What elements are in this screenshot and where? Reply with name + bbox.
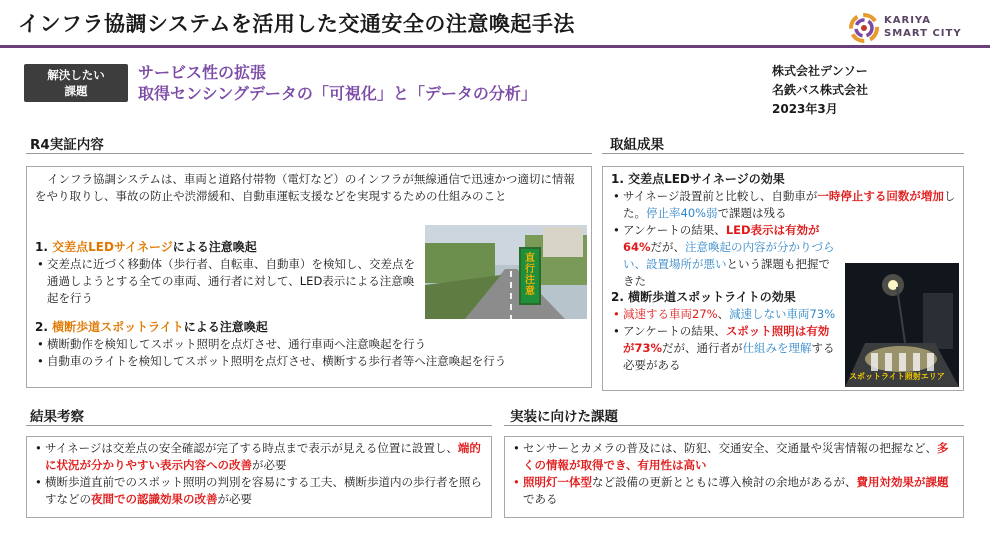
rs2b2-blue: 仕組みを理解 — [742, 341, 812, 355]
r4-s2-rest: による注意喚起 — [183, 320, 268, 334]
impl-section-label: 実装に向けた課題 — [510, 409, 618, 425]
rs1b1-b: した。 — [623, 189, 956, 220]
impl-bullet-2 — [511, 474, 957, 508]
results-spotlight-heading: 2. 横断歩道スポットライトの効果 — [611, 290, 796, 304]
cb1-red: 端的に状況が分かりやすい表示内容への改善 — [45, 441, 481, 472]
report-date: 2023年3月 — [772, 102, 838, 116]
rs2b2-a: アンケートの結果、 — [623, 324, 726, 338]
rs2b2-b: だが、通行者が — [662, 341, 743, 355]
rs2b1-red: 減速する車両27% — [623, 307, 718, 321]
consider-content-box — [26, 436, 492, 518]
intersection-photo-illustration — [425, 225, 587, 319]
rs1b2-c: という課題も把握できた — [623, 257, 830, 288]
impl-list — [511, 440, 957, 508]
r4-spotlight-block — [35, 319, 587, 370]
rs1b1-blue: 停止率40%弱 — [646, 206, 718, 220]
spotlight-night-photo — [845, 263, 959, 387]
r4-s2-num: 2. — [35, 320, 53, 334]
company-denso: 株式会社デンソー — [772, 64, 868, 78]
rs1b2-a: アンケートの結果、 — [623, 223, 726, 237]
results-section-rule — [602, 153, 964, 154]
consider-bullet-2 — [33, 474, 485, 508]
r4-spotlight-heading — [35, 319, 587, 336]
r4-s1-rest: による注意喚起 — [172, 240, 257, 254]
r4-intro: インフラ協調システムは、車両と道路付帯物（電灯など）のインフラが無線通信で迅速かつ適切に情報をやり取りし、事故の防止や渋滞緩和、自動車運転支援などを実現するための仕組みのこと — [35, 172, 575, 203]
results-signage-bullet-1 — [611, 188, 957, 222]
results-spotlight-block — [611, 289, 839, 374]
r4-section-rule — [26, 153, 592, 154]
r4-signage-heading — [35, 239, 425, 256]
spotlight-photo-caption: スポットライト照射エリア — [849, 372, 945, 381]
r4-section-label: R4実証内容 — [30, 137, 104, 153]
ib2-red2: 費用対効果が課題 — [856, 475, 949, 489]
logo-text — [884, 14, 962, 40]
rs1b2-b: だが、 — [650, 240, 686, 254]
rs2b1-sep: 、 — [717, 307, 730, 321]
title-divider — [0, 45, 990, 48]
r4-spotlight-bullet-1: • 横断動作を検知してスポット照明を点灯させ、通行車両へ注意喚起を行う — [35, 336, 587, 353]
rs2b1-blue: 減速しない車両73% — [729, 307, 836, 321]
issue-tag-line2: 課題 — [64, 84, 88, 98]
logo-mark-icon — [848, 12, 880, 44]
r4-s2-highlight: 横断歩道スポットライト — [52, 320, 184, 334]
rs1b1-a: サイネージ設置前と比較し、自動車が — [623, 189, 818, 203]
rs1b2-blue: 注意喚起の内容が分かりづらい、設置場所が悪い — [623, 240, 835, 271]
impl-content-box — [504, 436, 964, 518]
cb1-b: が必要 — [252, 458, 287, 472]
results-spotlight-bullet-1 — [611, 306, 839, 323]
consider-bullet-1 — [33, 440, 485, 474]
rs1b2-red: LED表示は有効が64% — [623, 223, 820, 254]
company-info — [772, 62, 868, 119]
spotlight-photo-illustration — [845, 263, 959, 387]
rs2b2-red: スポット照明は有効が73% — [623, 324, 830, 355]
r4-signage-list — [35, 256, 425, 307]
issue-tag — [24, 64, 128, 102]
cb2-red: 夜間での認識効果の改善 — [91, 492, 218, 506]
consider-section-rule — [26, 425, 492, 426]
issue-statement — [138, 62, 537, 104]
rs1b1-c: で課題は残る — [717, 206, 787, 220]
consider-section-label: 結果考察 — [30, 409, 84, 425]
rs1b1-red: 一時停止する回数が増加 — [817, 189, 944, 203]
issue-line1: サービス性の拡張 — [138, 63, 267, 82]
r4-signage-bullet: • 交差点に近づく移動体（歩行者、自転車、自動車）を検知し、交差点を通過しようとする全ての車両、通行者に対して、LED表示による注意喚起を行う — [35, 256, 425, 307]
r4-spotlight-list — [35, 336, 587, 370]
issue-line2: 取得センシングデータの「可視化」と「データの分析」 — [138, 84, 537, 103]
kariya-smart-city-logo — [848, 12, 978, 42]
cb1-a: サイネージは交差点の安全確認が完了する時点まで表示が見える位置に設置し、 — [45, 441, 458, 455]
ib2-b: である — [523, 492, 558, 506]
ib1-red: 多くの情報が取得でき、有用性は高い — [523, 441, 949, 472]
issue-tag-line1: 解決したい — [47, 68, 105, 82]
r4-s1-num: 1. — [35, 240, 53, 254]
results-signage-bullet-2 — [611, 222, 841, 290]
impl-section-rule — [504, 425, 964, 426]
logo-line2: SMART CITY — [884, 28, 962, 39]
r4-signage-block — [35, 239, 425, 307]
results-content-box — [602, 166, 964, 391]
r4-spotlight-bullet-2: • 自動車のライトを検知してスポット照明を点灯させ、横断する歩行者等へ注意喚起を行う — [35, 353, 587, 370]
consider-list — [33, 440, 485, 508]
r4-content-box — [26, 166, 592, 388]
rs2b2-c: する必要がある — [623, 341, 835, 372]
company-meitetsu-bus: 名鉄バス株式会社 — [772, 83, 869, 97]
r4-s1-highlight: 交差点LEDサイネージ — [52, 240, 173, 254]
logo-line1: KARIYA — [884, 15, 931, 26]
results-signage-heading: 1. 交差点LEDサイネージの効果 — [611, 172, 785, 186]
page-title: インフラ協調システムを活用した交通安全の注意喚起手法 — [18, 12, 575, 36]
cb2-b: が必要 — [217, 492, 252, 506]
cb2-a: 横断歩道直前でのスポット照明の判別を容易にする工夫、横断歩道内の歩行者を照らすなどの — [45, 475, 482, 506]
led-sign-text: 直行注意 — [525, 253, 535, 297]
intersection-photo — [425, 225, 587, 319]
results-spotlight-bullet-2 — [611, 323, 839, 374]
results-section-label: 取組成果 — [610, 137, 664, 153]
ib1-a: センサーとカメラの普及には、防犯、交通安全、交通量や災害情報の把握など、 — [523, 441, 937, 455]
ib2-red1: 照明灯一体型 — [523, 475, 592, 489]
ib2-a: など設備の更新とともに導入検討の余地があるが、 — [592, 475, 857, 489]
impl-bullet-1 — [511, 440, 957, 474]
results-spotlight-list — [611, 306, 839, 374]
